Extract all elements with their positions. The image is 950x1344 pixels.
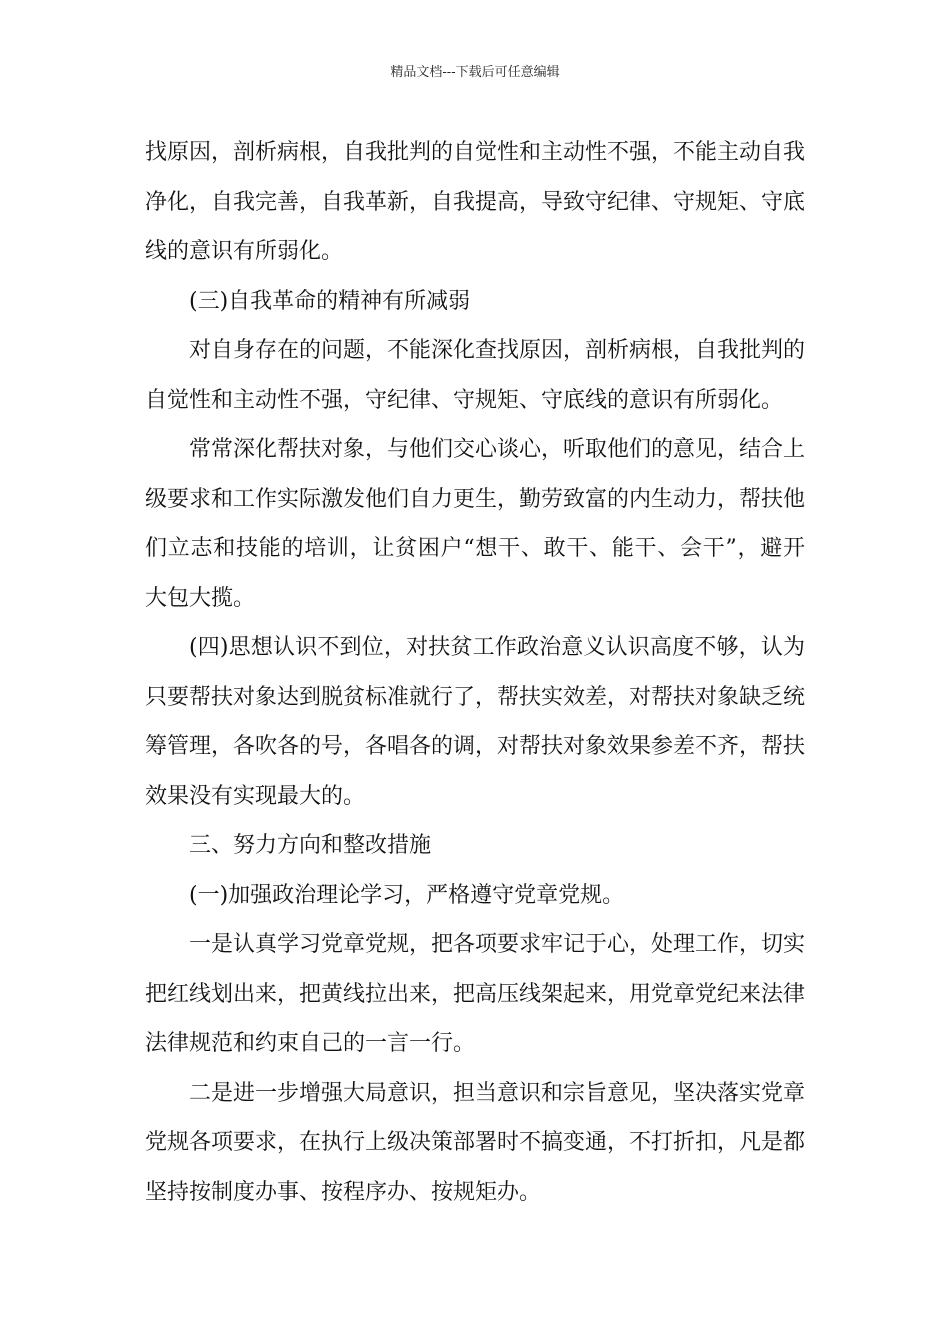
page-header: 精品文档---下载后可任意编辑 (390, 65, 560, 80)
document-body (145, 128, 805, 1217)
section-heading-3: (三)自我革命的精神有所减弱 (189, 288, 471, 314)
paragraph-3: 常常深化帮扶对象，与他们交心谈心，听取他们的意见，结合上级要求和工作实际激发他们自力更生，勤劳致富的内生动力，帮扶他们立志和技能的培训，让贫困户“想干、敢干、能干、会干”，避开大包大揽。 (145, 437, 806, 611)
paragraph-2: 对自身存在的问题，不能深化查找原因，剖析病根，自我批判的自觉性和主动性不强，守纪律、守规矩、守底线的意识有所弱化。 (145, 338, 806, 413)
section-heading-three: 三、努力方向和整改措施 (189, 833, 432, 858)
section-heading-1: (一)加强政治理论学习，严格遵守党章党规。 (189, 882, 625, 908)
paragraph-4: (四)思想认识不到位，对扶贫工作政治意义认识高度不够，认为只要帮扶对象达到脱贫标准就行了，帮扶实效差，对帮扶对象缺乏统筹管理，各吹各的号，各唱各的调，对帮扶对象效果参差不齐，帮扶效果没有实现最大的。 (145, 635, 806, 809)
paragraph-1: 找原因，剖析病根，自我批判的自觉性和主动性不强，不能主动自我净化，自我完善，自我革新，自我提高，导致守纪律、守规矩、守底线的意识有所弱化。 (145, 140, 806, 264)
paragraph-5: 一是认真学习党章党规，把各项要求牢记于心，处理工作，切实把红线划出来，把黄线拉出来，把高压线架起来，用党章党纪来法律法律规范和约束自己的一言一行。 (145, 932, 806, 1056)
paragraph-6: 二是进一步增强大局意识，担当意识和宗旨意见，坚决落实党章党规各项要求，在执行上级决策部署时不搞变通，不打折扣，凡是都坚持按制度办事、按程序办、按规矩办。 (145, 1080, 806, 1205)
